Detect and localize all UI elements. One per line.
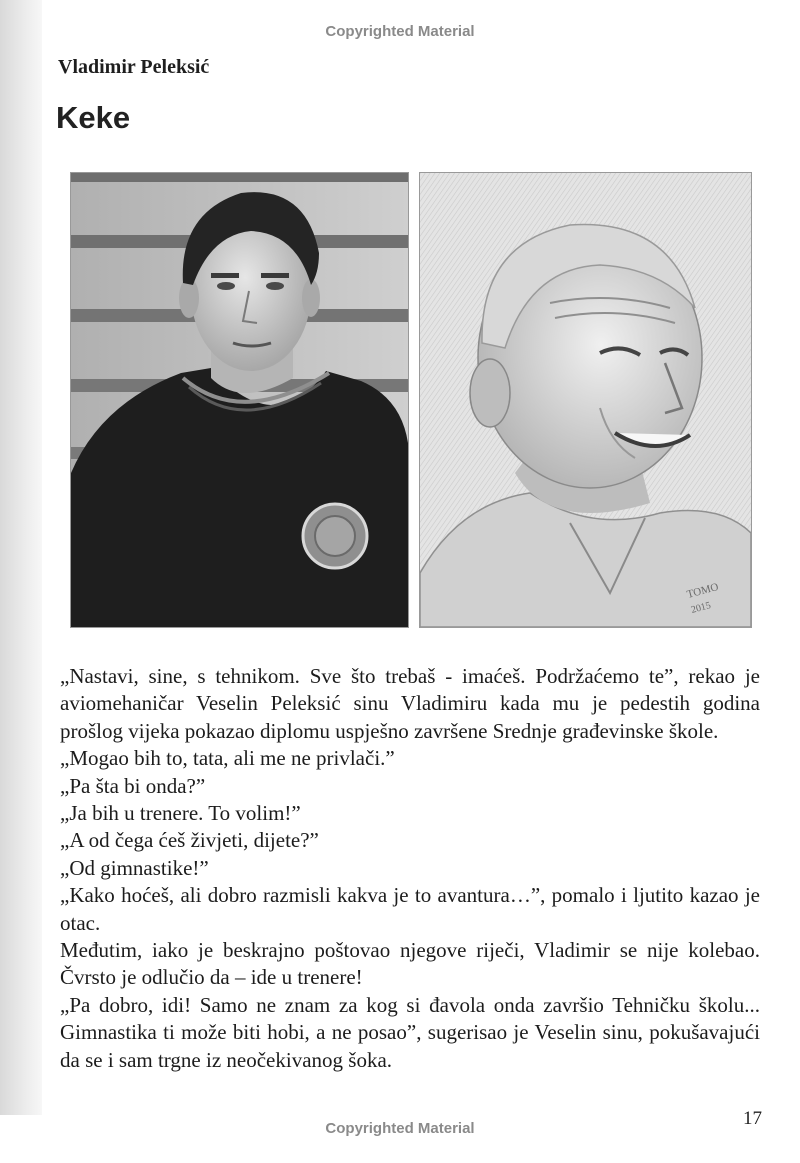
svg-text:TOMO: TOMO — [685, 580, 720, 601]
page-binding-shadow — [0, 0, 42, 1115]
chapter-title: Keke — [56, 100, 131, 135]
portrait-photo-icon — [71, 173, 408, 627]
paragraph: Međutim, iako je beskrajno poštovao njegove riječi, Vladimir se nije kolebao. Čvrsto je odlučio da – ide u trenere! — [60, 938, 760, 990]
pencil-portrait-drawing-icon — [420, 173, 751, 627]
author-name: Vladimir Peleksić — [58, 56, 210, 78]
paragraph: „Ja bih u trenere. To volim!” — [60, 801, 301, 826]
paragraph: „Pa dobro, idi! Samo ne znam za kog si đavola onda završio Tehničku školu... Gimnastika ti može biti hobi, a ne posao”, sugerisao je Veselin sinu, pokušavajući da se i sam trgne iz neočekivanog šoka. — [60, 992, 760, 1072]
svg-text:2015: 2015 — [689, 600, 713, 616]
young-man-photo — [70, 172, 409, 628]
paragraph: „A od čega ćeš živjeti, dijete?” — [60, 828, 319, 853]
paragraph: „Mogao bih to, tata, ali me ne privlači.” — [60, 746, 395, 771]
old-man-drawing — [419, 172, 752, 628]
page-number: 17 — [743, 1108, 762, 1129]
paragraph: „Nastavi, sine, s tehnikom. Sve što trebaš - imaćeš. Podržaćemo te”, rekao je aviomehaničar Veselin Peleksić sinu Vladimiru kada mu je pedestih godina prošlog vijeka pokazao diplomu uspješno završene Srednje građevinske škole. — [60, 664, 760, 743]
paragraph: „Pa šta bi onda?” — [60, 773, 206, 798]
paragraph: „Od gimnastike!” — [60, 855, 209, 880]
paragraph: „Kako hoćeš, ali dobro razmisli kakva je to avantura…”, pomalo i ljutito kazao je otac. — [60, 883, 760, 935]
watermark-bottom: Copyrighted Material — [325, 1120, 475, 1137]
watermark-top: Copyrighted Material — [325, 23, 475, 40]
body-text — [60, 663, 760, 1074]
